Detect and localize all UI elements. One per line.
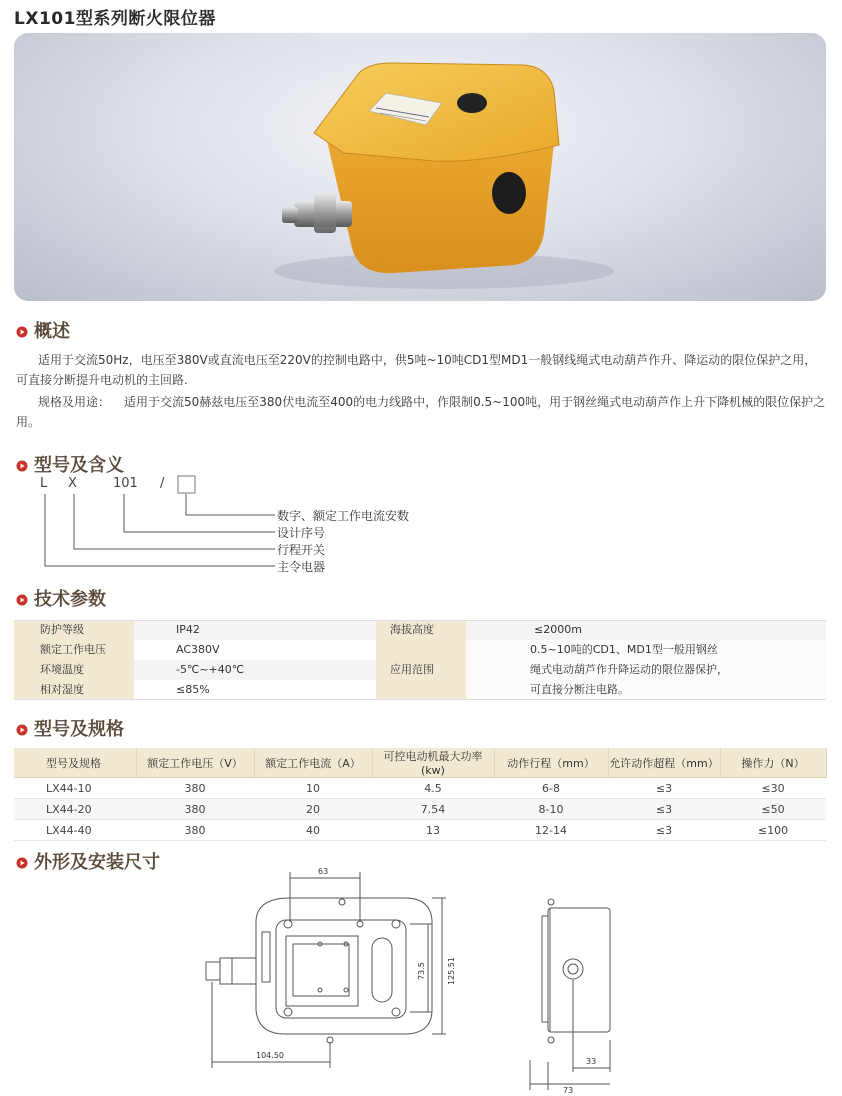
tech-humidity-label: 相对湿度 <box>40 683 84 696</box>
table-row <box>14 799 826 820</box>
model-meaning-leader-lines <box>0 470 300 580</box>
tech-usage-label: 应用范围 <box>390 663 434 676</box>
page-title: LX101型系列断火限位器 <box>14 9 216 29</box>
meaning-label-travel-switch: 行程开关 <box>277 543 326 557</box>
side-view-outline <box>548 908 610 1032</box>
section-heading-tech-params <box>16 588 106 612</box>
dimension-drawing <box>180 860 640 1095</box>
table-row <box>14 778 826 799</box>
code-letter-x: X <box>68 476 77 491</box>
section-title: 外形及安装尺寸 <box>34 852 160 873</box>
code-slash: / <box>160 476 165 491</box>
limit-switch-illustration <box>14 33 826 301</box>
section-title: 型号及规格 <box>34 719 124 740</box>
table-cell: ≤50 <box>720 799 826 820</box>
section-bullet-icon <box>16 724 28 736</box>
spec-header-cell: 允许动作超程（mm） <box>608 748 720 778</box>
dim-outer-height: 125.51 <box>447 957 456 985</box>
table-cell: 13 <box>372 820 494 841</box>
dim-bottom-width: 104.50 <box>256 1051 284 1060</box>
section-title: 型号及含义 <box>34 455 124 476</box>
table-cell: 380 <box>136 799 254 820</box>
code-letter-l: L <box>40 476 48 491</box>
spec-header-row <box>14 748 826 778</box>
overview-paragraph-1: 适用于交流50Hz，电压至380V或直流电压至220V的控制电路中，供5吨~10吨CD1型MD1一般钢线绳式电动葫芦作升、降运动的限位保护之用，可直接分断提升电动机的主回路. <box>16 353 817 387</box>
code-number: 101 <box>113 476 138 491</box>
table-cell: ≤3 <box>608 778 720 799</box>
tech-humidity-value: ≤85% <box>176 683 210 696</box>
tech-voltage-label: 额定工作电压 <box>40 643 106 656</box>
tech-altitude-value: ≤2000m <box>534 623 582 636</box>
table-cell: 7.54 <box>372 799 494 820</box>
spec-header-cell: 型号及规格 <box>14 748 136 778</box>
dim-inner-height: 73.5 <box>417 962 426 980</box>
table-cell: 10 <box>254 778 372 799</box>
table-cell: 380 <box>136 820 254 841</box>
section-bullet-icon <box>16 326 28 338</box>
tech-usage-line-3: 可直接分断注电路。 <box>530 683 629 696</box>
tech-params-table <box>14 620 826 700</box>
tech-ambient-value: -5℃~+40℃ <box>176 663 245 676</box>
tech-voltage-value: AC380V <box>176 643 220 656</box>
table-cell: 12-14 <box>494 820 608 841</box>
section-title: 概述 <box>34 321 70 342</box>
spec-usage-text: 适用于交流50赫兹电压至380伏电流至400的电力线路中，作限制0.5~100吨，用于钢丝绳式电动葫芦作上升下降机械的限位保护之用。 <box>16 395 826 429</box>
spec-header-cell: 额定工作电流（A） <box>254 748 372 778</box>
table-cell: LX44-10 <box>14 778 136 799</box>
dim-top-width: 63 <box>318 867 329 876</box>
tech-usage-line-2: 绳式电动葫芦作升降运动的限位器保护， <box>530 663 728 676</box>
meaning-label-rated-current: 数字、额定工作电流安数 <box>277 509 410 523</box>
spec-table <box>14 748 827 841</box>
code-placeholder-box <box>178 476 195 493</box>
table-row <box>14 820 826 841</box>
table-cell: 8-10 <box>494 799 608 820</box>
table-cell: 20 <box>254 799 372 820</box>
table-cell: ≤3 <box>608 799 720 820</box>
spec-header-cell: 动作行程（mm） <box>494 748 608 778</box>
tech-usage-line-1: 0.5~10吨的CD1、MD1型一般用钢丝 <box>530 643 718 656</box>
meaning-label-master-device: 主令电器 <box>277 560 326 574</box>
spec-usage-label: 规格及用途： <box>38 395 111 409</box>
meaning-label-design-number: 设计序号 <box>277 526 326 540</box>
table-cell: 380 <box>136 778 254 799</box>
table-cell: 40 <box>254 820 372 841</box>
spec-header-cell: 可控电动机最大功率(kw) <box>372 748 494 778</box>
section-title: 技术参数 <box>34 589 106 610</box>
spec-header-cell: 额定工作电压（V） <box>136 748 254 778</box>
tech-ambient-label: 环境温度 <box>40 663 84 676</box>
section-heading-dimensions <box>16 851 160 875</box>
section-bullet-icon <box>16 857 28 869</box>
section-bullet-icon <box>16 594 28 606</box>
table-cell: 4.5 <box>372 778 494 799</box>
table-cell: ≤3 <box>608 820 720 841</box>
section-heading-overview <box>16 320 70 344</box>
tech-altitude-label: 海拔高度 <box>390 623 434 636</box>
product-photo <box>14 33 826 301</box>
dim-side-width: 73 <box>563 1086 574 1095</box>
section-heading-model-spec <box>16 718 124 742</box>
table-cell: 6-8 <box>494 778 608 799</box>
dim-side-offset: 33 <box>586 1057 597 1066</box>
tech-protection-value: IP42 <box>176 623 200 636</box>
spec-header-cell: 操作力（N） <box>720 748 826 778</box>
table-cell: ≤30 <box>720 778 826 799</box>
tech-protection-label: 防护等级 <box>40 623 84 636</box>
table-cell: LX44-40 <box>14 820 136 841</box>
overview-paragraph-2 <box>16 392 828 432</box>
table-cell: ≤100 <box>720 820 826 841</box>
table-cell: LX44-20 <box>14 799 136 820</box>
